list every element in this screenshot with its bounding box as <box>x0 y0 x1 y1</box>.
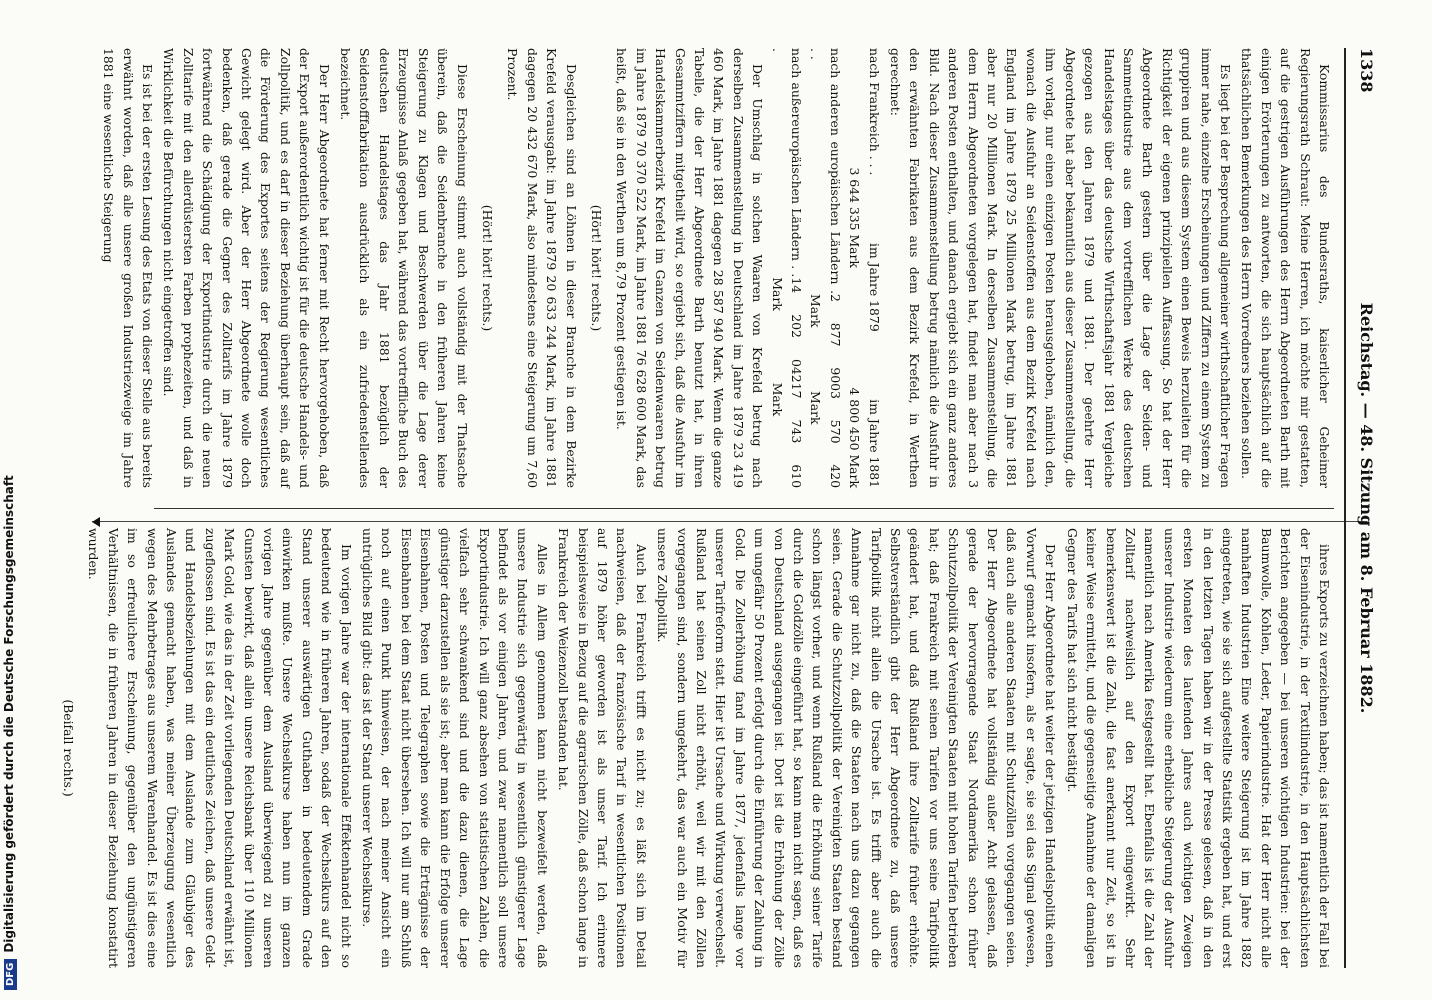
row-label: nach anderen europäischen Ländern . . . <box>808 48 843 295</box>
table-row <box>845 48 864 488</box>
interjection: (Beifall rechts.) <box>61 699 76 797</box>
paragraph: Auch bei Frankreich trifft es nicht zu; es läßt sich im Detail nachweisen, daß der französische Tarif in wesentlichen Positionen auf 1879 höher geworden ist als unser Tarif. Ich erinnere beispielsweise in Bezug auf die agrarischen Zölle, daß schon lange in Frankreich der Weizenzoll bestanden hat. <box>556 528 649 968</box>
page-number: 1338 <box>1357 48 1376 93</box>
row-label: nach außereuropäischen Ländern . . . <box>769 48 805 278</box>
left-column <box>94 48 1334 488</box>
paragraph: Kommissarius des Bundesraths, kaiserlicher Geheimer Regierungsrath Schraut: Meine Herren, ich möchte mir gestatten, auf die gestrigen Ausführungen des Herrn Abgeordneten Barth mit einigen Erörterungen zu antworten, die sich hauptsächlich auf die thatsächlichen Bemerkungen des Herrn Vorredners beziehen sollen. <box>1239 48 1332 488</box>
interjection: (Hört! hört! rechts.) <box>588 204 604 332</box>
paragraph: Es liegt bei der Besprechung allgemeiner wirthschaftlicher Fragen immer nahe, einzelne Erscheinungen und Ziffern zu einem System zu gruppiren und aus diesem System einen Beweis herzuleiten für die Richtigkeit der eigenen prinzipiellen Auffassung. So hat der Herr Abgeordnete Barth gestern über die Lage der Seiden- und Sammetindustrie aus dem vortrefflichen Werke des deutschen Handelstages über das deutsche Wirthschaftsjahr 1881 Vergleiche gezogen aus den Jahren 1879 und 1881. Der geehrte Herr Abgeordnete hat aber bekanntlich aus dieser Zusammenstellung, die ihm vorlag, nur einen einzigen Posten herausgehoben, nämlich den, wonach die Ausfuhr an Seidenstoffen aus dem Bezirk Krefeld nach England im Jahre 1879 25 Millionen Mark betrug, im Jahre 1881 aber nur 20 Millionen Mark. In derselben Zusammenstellung, die dem Herrn Abgeordneten vorgelegen hat, findet man aber nach 3 anderen Posten enthalten, und danach ergiebt sich ein ganz anderes Bild. Nach dieser Zusammenstellung betrug nämlich die Ausfuhr in den erwähnten Fabrikaten aus dem Bezirk Krefeld, in Werthen gerechnet: <box>888 48 1233 488</box>
value-a: 2 877 900 Mark <box>808 294 843 392</box>
value-a: 3 644 335 Mark <box>847 167 863 268</box>
value-b: 4 800 450 Mark <box>847 387 863 488</box>
paragraph: ihres Exports zu verzeichnen haben; das ist namentlich der Fall bei der Eisenindustrie, in der Textilindustrie, in den Hauptsächlichsten Berichten angegeben — bei unseren wichtigen Industrien: bei der Baumwolle, Kohlen, Leder, Papierindustrie. Hat der Herr nicht alle namhaften Industrien Eine weitere Steigerung ist im Jahre 1882 eingetreten, wie sie sich aufgestellte Statistik ergeben hat, und erst in den letzten Tagen haben wir in der Presse gelesen, daß in den ersten Monaten des laufenden Jahres auch wichtigen Zweigen unserer Industrie wiederum eine erhebliche Steigerung der Ausfuhr namentlich nach Amerika festgestellt hat. Ebenfalls ist die Zahl der Zolltarif nachweislich auf den Export eingewirkt. Sehr bemerkenswert ist die Zahl, die fast anerkannt nur Zeit, so ist in keiner Weise ermittelt, und die gegenseitige Annahme der damaligen Gegner des Tarifs hat sich nicht bestätigt. <box>1064 528 1332 968</box>
dfg-logo: DFG <box>4 959 17 990</box>
paragraph: Der Umschlag in solchen Waaren von Krefeld betrug nach derselben Zusammenstellung in Deutschland im Jahre 1879 23 419 460 Mark, im Jahre 1881 dagegen 28 587 940 Mark. Wenn die ganze Tabelle, die der Herr Abgeordnete Barth benutzt hat, in ihren Gesammtziffern mitgetheilt wird, so ergiebt sich, daß die Ausfuhr im Handelskammerbezirk Krefeld im Ganzen von Seidenwaaren betrug im Jahre 1879 70 370 522 Mark, im Jahre 1881 76 628 600 Mark, das heißt, daß sie in den Werthen um 8,79 Prozent gestiegen ist. <box>614 48 766 488</box>
paragraph: Desgleichen sind an Löhnen in dieser Branche in dem Bezirke Krefeld verausgabt: im Jahre 1879 20 633 244 Mark, im Jahre 1881 dagegen 20 432 670 Mark, also mindestens eine Steigerung um 7,60 Prozent. <box>505 48 579 488</box>
interjection: (Hört! hört! rechts.) <box>479 204 495 332</box>
paragraph: Alles in Allem genommen kann nicht bezweifelt werden, daß unsere Industrie sich gegenwärtig in wesentlich günstigerer Lage befindet als vor einigen Jahren, und zwar namentlich soll unsere Exportindustrie. Ich will ganz absehen von statistischen Zahlen, die vielfach sehr schwankend sind und die dazu dienen, die Lage günstiger darzustellen als sie ist; aber man kann die Erfolge unserer Eisenbahnen, Posten und Telegraphen sowie die Erträgnisse der Eisenbahnen bei dem Staat nicht übersehen. Ich will nur am Schluß noch auf einen Punkt hinweisen, der nach meiner Ansicht ein untrügliches Bild gibt: das ist der Stand unserer Wechselkurse. <box>360 528 550 968</box>
table-row <box>806 48 845 488</box>
row-label: nach Frankreich . . . <box>866 48 882 176</box>
year-a: im Jahre 1879 <box>866 242 882 332</box>
paragraph: Der Herr Abgeordnete hat weiter der jetzigen Handelspolitik einen Vorwurf gemacht insofern, als er sagte, sie sei das Signal gewesen, daß auch alle anderen Staaten mit Schutzzöllen vorgegangen seien. Der Herr Abgeordnete hat vollständig außer Acht gelassen, daß gerade der hervorragende Staat Nordamerika schon früher Schutzzollpolitik der Vereinigten Staaten mit hohen Tarifen betrieben hat; daß Frankreich mit seinen Tarifen vor uns seine Tarifpolitik geändert hat, und daß Rußland ihre Zolltarife früher erhöhte. Selbstverständlich gibt der Herr Abgeordnete zu, daß unsere Tarifpolitik nicht allein die Ursache ist. Es trifft aber auch die Annahme gar nicht zu, daß die Staaten nach uns dazu gegangen seien. Gerade die Schutzzollpolitik der Vereinigten Staaten bestand schon längst vorher, und wenn Rußland die Erhöhung seiner Tarife durch die Goldzölle eingeführt hat, so kann man nicht sagen, daß es von Deutschland ausgegangen ist. Dort ist die Erhöhung der Zölle um ungefähr 50 Prozent erfolgt durch die Einführung der Zahlung in Gold. Die Zollerhöhung fand im Jahre 1877, jedenfalls lange vor unserer Tarifreform statt. Hier ist Ursache und Wirkung verwechselt. Rußland hat seinen Zoll nicht erhöht, weil wir mit den Zöllen vorgegangen sind, sondern umgekehrt, das war auch ein Motiv für unsere Zollpolitik. <box>655 528 1059 968</box>
page-header <box>1344 48 1386 968</box>
table-row <box>767 48 806 488</box>
column-divider <box>154 508 1334 509</box>
funding-stamp-text <box>2 475 17 990</box>
year-b: im Jahre 1881 <box>866 399 882 488</box>
funding-stamp <box>0 0 22 1000</box>
paragraph: Es ist bei der ersten Lesung des Etats von dieser Stelle aus bereits erwähnt worden, daß alle unsere großen Industriezweige im Jahre 1881 eine wesentliche Steigerung <box>101 48 156 488</box>
value-b: 3 570 420 Mark <box>808 391 843 489</box>
paragraph: Im vorigen Jahre war der internationale Effektenhandel nicht so bedeutend wie in früheren Jahren, sodaß der Wechselkurs auf den Stand unserer auswärtigen Guthaben in bedeutendem Grade einwirken mußte. Unsere Wechselkurse haben nun im ganzen vorigen Jahre gegenüber dem Ausland überwiegend zu unseren Gunsten bewirkt, daß allein unsere Reichsbank über 110 Millionen Mark Gold, wie das in der Zeit vorliegenden Deutschland erwähnt ist, zugeflossen sind. Es ist das ein deutliches Zeichen, daß unsere Geld- und Handelsbeziehungen mit dem Auslande zum Gläubiger des Auslandes gemacht haben, was meiner Überzeugung wesentlich wegen des Mehrbetrages aus unserem Warenhandel. Es ist dies eine im so erfreulichere Erscheinung, gegenüber den ungünstigeren Verhältnissen, die in früheren Jahren in dieser Beziehung konstatirt wurden. <box>86 528 354 969</box>
newspaper-sheet <box>61 48 1386 969</box>
table-row <box>864 48 883 488</box>
paragraph: Diese Erscheinung stimmt auch vollständig mit der Thatsache überein, daß die Seidenbranche in den früheren Jahren keine Steigerung zu Klagen und Beschwerden über die Lage derer Erzeugnisse Anlaß gegeben hat, während das vortreffliche Buch des deutschen Handelstages das Jahr 1881 bezüglich der Seidenstofffabrikation ausdrücklich als ein zufriedenstellendes bezeichnet. <box>338 48 470 488</box>
value-b: 17 743 610 Mark <box>769 382 805 489</box>
right-column <box>61 528 1334 969</box>
funding-note: Digitalisierung gefördert durch die Deutsche Forschungsgemeinschaft <box>2 475 16 953</box>
paragraph: Der Herr Abgeordnete hat ferner mit Recht hervorgehoben, daß der Export außerordentlich wichtig ist für die deutsche Handels- und Zollpolitik, und es darf in dieser Beziehung überhaupt sein, daß auf die Förderung des Exportes seitens der Regierung wesentliches Gewicht gelegt wird. Aber der Herr Abgeordnete wolle doch bedenken, daß gerade die Gegner des Zolltarifs im Jahre 1879 fortwährend die Schädigung der Exportindustrie durch die neuen Zolltarife mit den allerdüstersten Farben prophezeiten, und daß in Wirklichkeit die Befürchtungen nicht eingetroffen sind. <box>161 48 332 488</box>
value-a: 14 202 042 Mark <box>769 277 805 383</box>
page-title: Reichstag. — 48. Sitzung am 8. Februar 1882. <box>1357 302 1376 714</box>
